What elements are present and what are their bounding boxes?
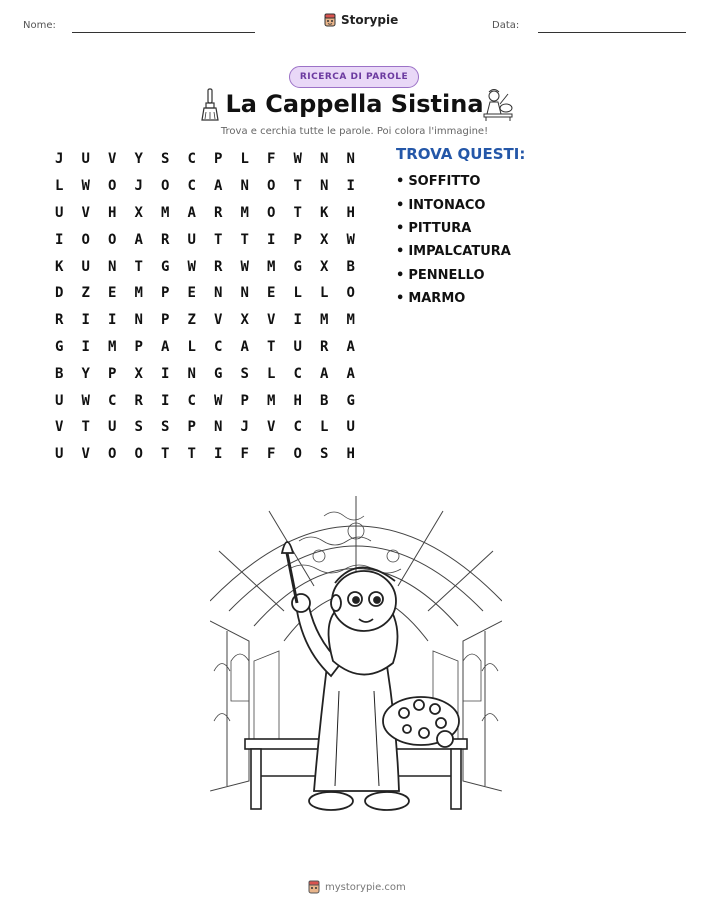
word-to-find: MARMO [408, 291, 466, 307]
grid-letter[interactable]: U [346, 419, 355, 436]
grid-row [46, 280, 364, 307]
grid-letter[interactable]: M [108, 338, 117, 355]
grid-letter[interactable]: G [293, 258, 302, 275]
grid-letter[interactable]: A [214, 178, 223, 195]
date-label: Data: [492, 20, 520, 31]
grid-row [46, 441, 364, 468]
word-list-item [396, 287, 511, 310]
grid-letter[interactable]: M [320, 312, 329, 329]
bullet: • [396, 197, 405, 213]
grid-letter[interactable]: P [187, 419, 196, 436]
word-list-item [396, 170, 511, 193]
word-list-item [396, 217, 511, 240]
grid-letter[interactable]: M [134, 285, 143, 302]
grid-letter[interactable]: V [81, 204, 90, 221]
grid-letter[interactable]: S [134, 419, 143, 436]
storypie-mascot-icon [307, 880, 321, 894]
grid-letter[interactable]: P [293, 231, 302, 248]
grid-letter[interactable]: P [161, 312, 170, 329]
activity-badge: RICERCA DI PAROLE [289, 66, 419, 88]
grid-row [46, 307, 364, 334]
grid-letter[interactable]: K [320, 204, 329, 221]
grid-letter[interactable]: A [320, 365, 329, 382]
grid-letter[interactable]: R [134, 392, 143, 409]
grid-letter[interactable]: I [55, 231, 64, 248]
word-search-grid[interactable] [46, 146, 364, 468]
grid-letter[interactable]: M [240, 204, 249, 221]
grid-letter[interactable]: M [267, 392, 276, 409]
grid-letter[interactable]: C [214, 338, 223, 355]
grid-letter[interactable]: L [240, 151, 249, 168]
grid-letter[interactable]: V [267, 312, 276, 329]
grid-letter[interactable]: N [214, 285, 223, 302]
grid-letter[interactable]: C [187, 392, 196, 409]
grid-letter[interactable]: B [320, 392, 329, 409]
grid-row [46, 200, 364, 227]
grid-letter[interactable]: N [108, 258, 117, 275]
grid-letter[interactable]: I [161, 365, 170, 382]
grid-letter[interactable]: N [240, 285, 249, 302]
grid-letter[interactable]: T [293, 204, 302, 221]
grid-letter[interactable]: N [214, 419, 223, 436]
grid-letter[interactable]: F [267, 446, 276, 463]
grid-letter[interactable]: H [346, 446, 355, 463]
grid-letter[interactable]: X [240, 312, 249, 329]
word-list-item [396, 264, 511, 287]
grid-letter[interactable]: C [293, 419, 302, 436]
grid-letter[interactable]: T [81, 419, 90, 436]
grid-letter[interactable]: P [134, 338, 143, 355]
grid-letter[interactable]: X [134, 365, 143, 382]
grid-letter[interactable]: U [187, 231, 196, 248]
grid-letter[interactable]: L [55, 178, 64, 195]
grid-row [46, 387, 364, 414]
bullet: • [396, 267, 405, 283]
grid-letter[interactable]: O [161, 178, 170, 195]
grid-letter[interactable]: M [346, 312, 355, 329]
footer-url[interactable]: mystorypie.com [325, 881, 406, 893]
grid-letter[interactable]: X [134, 204, 143, 221]
grid-letter[interactable]: L [187, 338, 196, 355]
grid-letter[interactable]: A [346, 338, 355, 355]
grid-row [46, 360, 364, 387]
word-list-title: TROVA QUESTI: [396, 145, 526, 163]
grid-letter[interactable]: U [81, 151, 90, 168]
grid-letter[interactable]: I [293, 312, 302, 329]
grid-letter[interactable]: C [293, 365, 302, 382]
grid-letter[interactable]: H [293, 392, 302, 409]
word-list [396, 170, 511, 310]
grid-letter[interactable]: O [293, 446, 302, 463]
grid-letter[interactable]: G [346, 392, 355, 409]
grid-letter[interactable]: I [267, 231, 276, 248]
grid-row [46, 334, 364, 361]
grid-letter[interactable]: G [214, 365, 223, 382]
grid-letter[interactable]: T [240, 231, 249, 248]
grid-letter[interactable]: Y [81, 365, 90, 382]
grid-letter[interactable]: J [240, 419, 249, 436]
grid-letter[interactable]: W [81, 392, 90, 409]
grid-letter[interactable]: L [293, 285, 302, 302]
grid-letter[interactable]: B [55, 365, 64, 382]
grid-letter[interactable]: N [320, 178, 329, 195]
grid-row [46, 414, 364, 441]
grid-letter[interactable]: T [134, 258, 143, 275]
grid-letter[interactable]: V [214, 312, 223, 329]
grid-letter[interactable]: V [81, 446, 90, 463]
grid-letter[interactable]: C [187, 151, 196, 168]
grid-letter[interactable]: O [108, 446, 117, 463]
grid-letter[interactable]: L [267, 365, 276, 382]
brand-name: Storypie [341, 13, 399, 27]
grid-letter[interactable]: I [161, 392, 170, 409]
grid-letter[interactable]: E [267, 285, 276, 302]
bullet: • [396, 244, 405, 260]
word-to-find: PENNELLO [408, 267, 485, 283]
grid-letter[interactable]: O [81, 231, 90, 248]
bullet: • [396, 220, 405, 236]
grid-letter[interactable]: O [346, 285, 355, 302]
grid-letter[interactable]: I [214, 446, 223, 463]
grid-letter[interactable]: A [240, 338, 249, 355]
grid-letter[interactable]: F [240, 446, 249, 463]
grid-letter[interactable]: U [55, 204, 64, 221]
storypie-mascot-icon [323, 13, 337, 27]
grid-letter[interactable]: O [108, 231, 117, 248]
grid-letter[interactable]: R [214, 258, 223, 275]
grid-letter[interactable]: M [161, 204, 170, 221]
grid-letter[interactable]: G [55, 338, 64, 355]
grid-letter[interactable]: R [161, 231, 170, 248]
grid-row [46, 146, 364, 173]
grid-letter[interactable]: T [161, 446, 170, 463]
grid-letter[interactable]: X [320, 258, 329, 275]
grid-letter[interactable]: K [55, 258, 64, 275]
grid-letter[interactable]: L [320, 285, 329, 302]
grid-letter[interactable]: Y [134, 151, 143, 168]
grid-letter[interactable]: D [55, 285, 64, 302]
grid-letter[interactable]: J [55, 151, 64, 168]
grid-letter[interactable]: W [214, 392, 223, 409]
grid-letter[interactable]: W [346, 231, 355, 248]
grid-letter[interactable]: N [320, 151, 329, 168]
grid-letter[interactable]: P [214, 151, 223, 168]
grid-letter[interactable]: T [214, 231, 223, 248]
grid-letter[interactable]: X [320, 231, 329, 248]
word-list-item [396, 193, 511, 216]
grid-letter[interactable]: U [293, 338, 302, 355]
grid-letter[interactable]: T [267, 338, 276, 355]
grid-letter[interactable]: P [240, 392, 249, 409]
grid-letter[interactable]: B [346, 258, 355, 275]
grid-letter[interactable]: J [134, 178, 143, 195]
grid-letter[interactable]: U [55, 446, 64, 463]
name-line[interactable] [72, 32, 255, 33]
grid-letter[interactable]: U [55, 392, 64, 409]
grid-letter[interactable]: Z [187, 312, 196, 329]
name-label: Nome: [23, 20, 56, 31]
grid-letter[interactable]: P [161, 285, 170, 302]
date-line[interactable] [538, 32, 686, 33]
grid-letter[interactable]: G [161, 258, 170, 275]
word-list-item [396, 240, 511, 263]
grid-letter[interactable]: E [187, 285, 196, 302]
grid-letter[interactable]: U [108, 419, 117, 436]
grid-letter[interactable]: S [161, 419, 170, 436]
grid-row [46, 173, 364, 200]
grid-letter[interactable]: W [240, 258, 249, 275]
grid-letter[interactable]: O [134, 446, 143, 463]
grid-letter[interactable]: I [81, 312, 90, 329]
word-to-find: SOFFITTO [408, 174, 481, 190]
grid-row [46, 253, 364, 280]
grid-letter[interactable]: O [267, 204, 276, 221]
grid-letter[interactable]: W [293, 151, 302, 168]
grid-letter[interactable]: R [320, 338, 329, 355]
grid-letter[interactable]: R [214, 204, 223, 221]
grid-letter[interactable]: S [240, 365, 249, 382]
painter-scene-icon [482, 88, 514, 122]
grid-row [46, 226, 364, 253]
grid-letter[interactable]: W [187, 258, 196, 275]
grid-letter[interactable]: A [161, 338, 170, 355]
grid-letter[interactable]: V [108, 151, 117, 168]
grid-letter[interactable]: V [55, 419, 64, 436]
grid-letter[interactable]: M [267, 258, 276, 275]
grid-letter[interactable]: N [346, 151, 355, 168]
grid-letter[interactable]: S [161, 151, 170, 168]
bullet: • [396, 174, 405, 190]
grid-letter[interactable]: F [267, 151, 276, 168]
word-to-find: INTONACO [408, 197, 486, 213]
grid-letter[interactable]: T [187, 446, 196, 463]
grid-letter[interactable]: I [346, 178, 355, 195]
grid-letter[interactable]: N [134, 312, 143, 329]
grid-letter[interactable]: H [108, 204, 117, 221]
grid-letter[interactable]: N [187, 365, 196, 382]
footer [307, 880, 406, 894]
grid-letter[interactable]: A [346, 365, 355, 382]
page-title: La Cappella Sistina [225, 90, 484, 118]
grid-letter[interactable]: C [187, 178, 196, 195]
grid-letter[interactable]: L [320, 419, 329, 436]
grid-letter[interactable]: O [267, 178, 276, 195]
bullet: • [396, 291, 405, 307]
grid-letter[interactable]: H [346, 204, 355, 221]
word-to-find: IMPALCATURA [408, 244, 511, 260]
grid-letter[interactable]: S [320, 446, 329, 463]
grid-letter[interactable]: C [108, 392, 117, 409]
grid-letter[interactable]: A [134, 231, 143, 248]
grid-letter[interactable]: Z [81, 285, 90, 302]
grid-letter[interactable]: I [108, 312, 117, 329]
grid-letter[interactable]: R [55, 312, 64, 329]
michelangelo-illustration [209, 491, 503, 819]
grid-letter[interactable]: E [108, 285, 117, 302]
grid-letter[interactable]: A [187, 204, 196, 221]
grid-letter[interactable]: U [81, 258, 90, 275]
grid-letter[interactable]: T [293, 178, 302, 195]
grid-letter[interactable]: O [108, 178, 117, 195]
instructions: Trova e cerchia tutte le parole. Poi colora l'immagine! [220, 126, 489, 137]
grid-letter[interactable]: W [81, 178, 90, 195]
grid-letter[interactable]: P [108, 365, 117, 382]
brand-logo [323, 13, 398, 27]
word-to-find: PITTURA [408, 220, 472, 236]
grid-letter[interactable]: V [267, 419, 276, 436]
grid-letter[interactable]: N [240, 178, 249, 195]
grid-letter[interactable]: I [81, 338, 90, 355]
